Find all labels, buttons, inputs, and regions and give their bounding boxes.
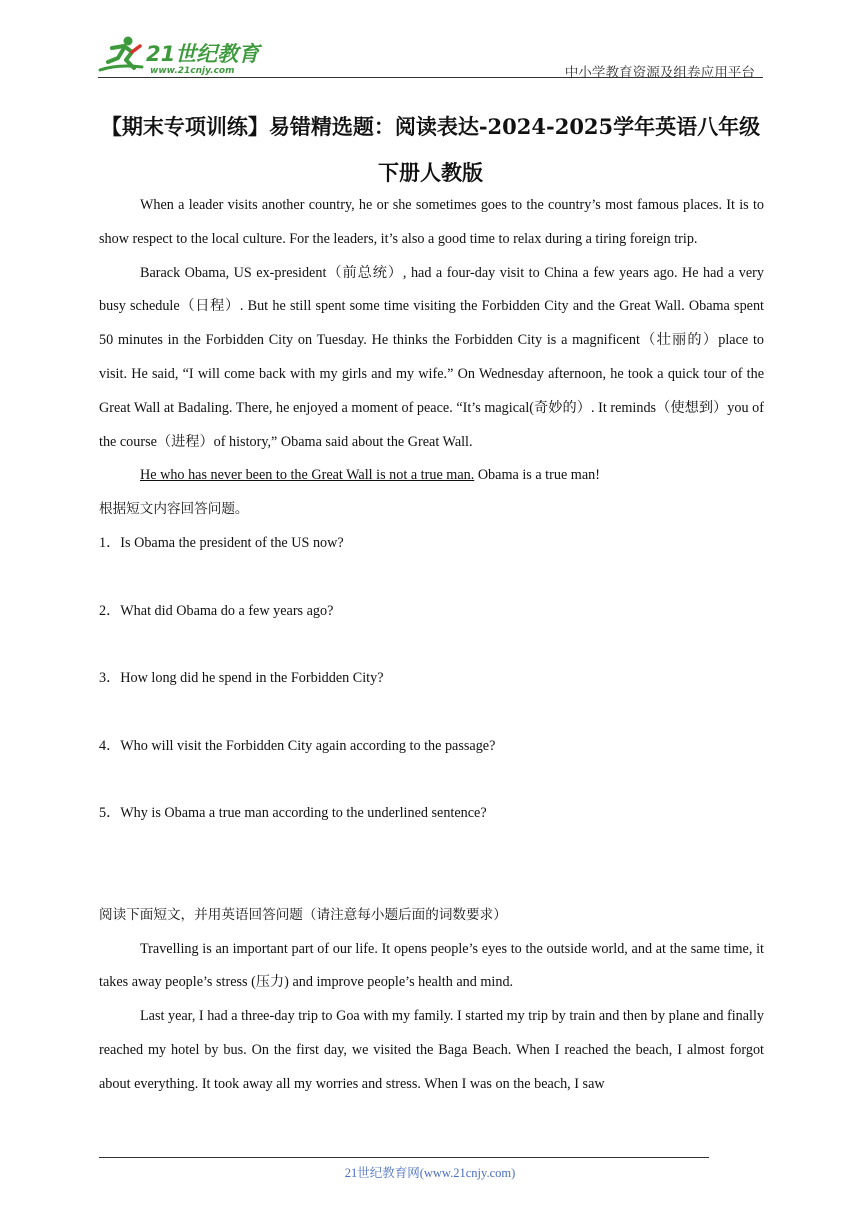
instruction-1: 根据短文内容回答问题。 xyxy=(99,501,249,518)
logo-sub-text: www.21cnjy.com xyxy=(150,66,235,76)
title-line-2: 下册人教版 xyxy=(378,160,483,185)
passage2-paragraph-2: Last year, I had a three-day trip to Goa with my family. I started my trip by train and then by plane and finally reached my hotel by bus. On the first day, we visited the Baga Beach. When I reached the beach, I almost forgot about everything. It took away all my worries and stress. When I was on the beach, I saw xyxy=(99,1008,764,1092)
underlined-sentence: He who has never been to the Great Wall is not a true man. xyxy=(140,467,475,484)
document-body xyxy=(99,189,764,1102)
passage2-paragraph-1: Travelling is an important part of our life. It opens people’s eyes to the outside world, and at the same time, it takes away people’s stress (压力) and improve people’s health and mind. xyxy=(99,940,764,991)
question-3: 3．How long did he spend in the Forbidden City? xyxy=(99,670,384,687)
header-platform-text: 中小学教育资源及组卷应用平台 xyxy=(564,65,755,81)
question-5: 5．Why is Obama a true man according to the underlined sentence? xyxy=(99,805,487,822)
footer-divider xyxy=(99,1157,709,1158)
page-header xyxy=(98,34,763,81)
footer-text: 21世纪教育网(www.21cnjy.com) xyxy=(344,1166,516,1180)
answer-space-4 xyxy=(99,764,764,798)
answer-space-2 xyxy=(99,628,764,662)
paragraph-3-rest: Obama is a true man! xyxy=(474,467,600,484)
title-line-1: 【期末专项训练】易错精选题：阅读表达-2024-2025学年英语八年级 xyxy=(100,114,761,139)
passage1-paragraph-2: Barack Obama, US ex-president（前总统）, had a four-day visit to China a few years ago. He had a very busy schedule（日程）. But he still spent some time visiting the Forbidden City and the Great Wall. Obama spent 50 minutes in the Forbidden City on Tuesday. He thinks the Forbidden City is a magnificent（壮丽的）place to visit. He said, “I will come back with my girls and my wife.” On Wednesday afternoon, he took a quick tour of the Great Wall at Badaling. There, he enjoyed a moment of peace. “It’s magical(奇妙的）. It reminds（使想到）you of the course（进程）of history,” Obama said about the Great Wall. xyxy=(99,264,764,450)
answer-space-1 xyxy=(99,561,764,595)
logo-main-text: 21世纪教育 xyxy=(146,42,260,66)
logo-21cnjy xyxy=(98,34,268,76)
answer-space-3 xyxy=(99,696,764,730)
instruction-2: 阅读下面短文，并用英语回答问题（请注意每小题后面的词数要求） xyxy=(99,906,507,923)
document-title xyxy=(98,104,763,196)
answer-space-5 xyxy=(99,831,764,899)
passage1-paragraph-3 xyxy=(99,459,764,493)
header-divider xyxy=(98,77,763,78)
question-2: 2．What did Obama do a few years ago? xyxy=(99,602,334,619)
question-4: 4．Who will visit the Forbidden City again according to the passage? xyxy=(99,737,496,754)
question-1: 1．Is Obama the president of the US now? xyxy=(99,534,344,551)
passage1-paragraph-1: When a leader visits another country, he or she sometimes goes to the country’s most famous places. It is to show respect to the local culture. For the leaders, it’s also a good time to relax during a tiring foreign trip. xyxy=(99,197,764,247)
